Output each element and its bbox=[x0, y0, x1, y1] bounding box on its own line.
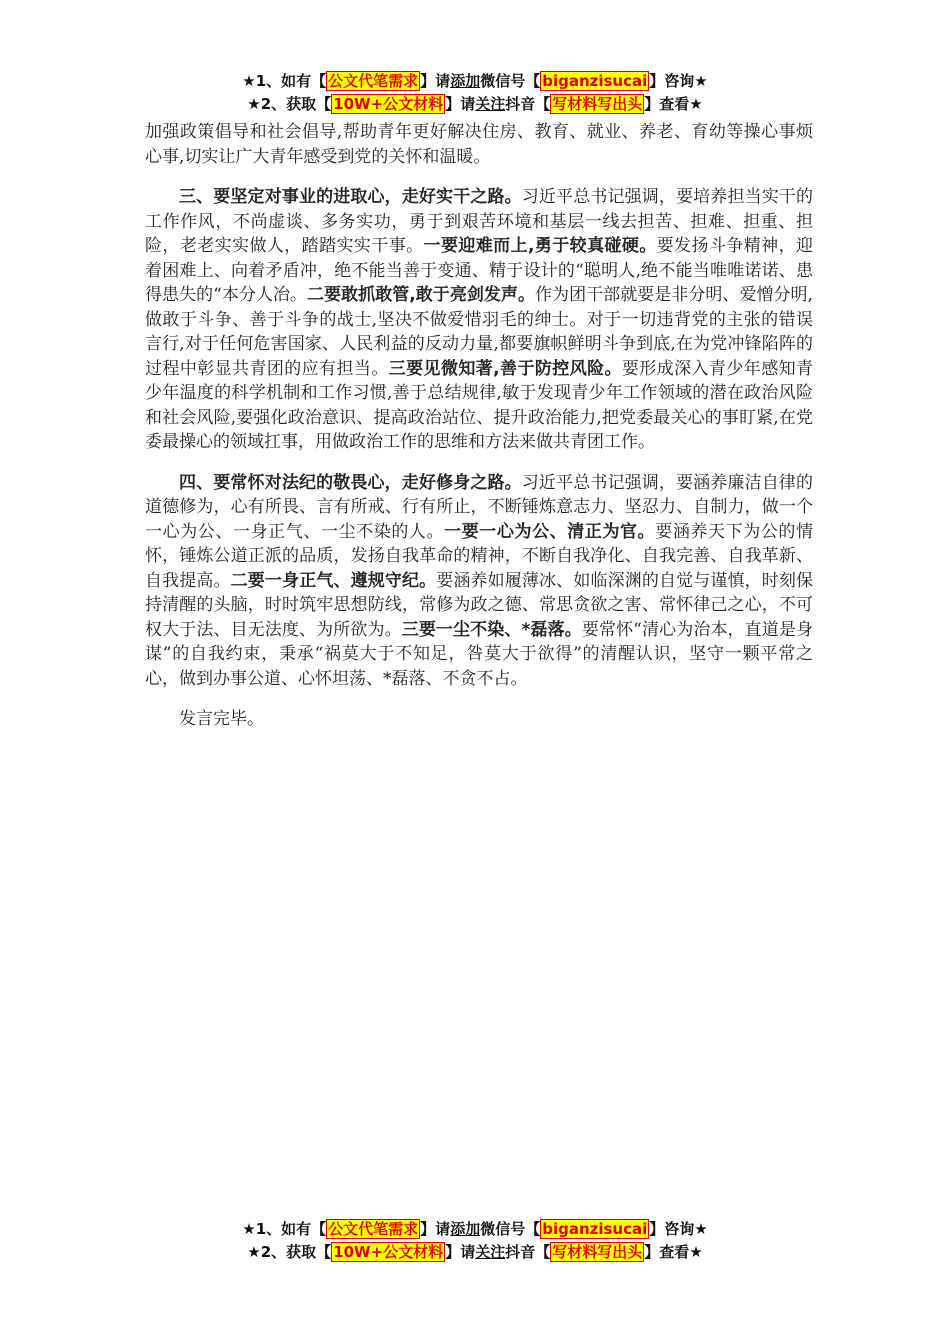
highlight-douyin: 写材料写出头 bbox=[552, 1243, 643, 1261]
banner-text: ★2、获取【 bbox=[247, 95, 332, 113]
banner-line-2 bbox=[0, 93, 950, 116]
banner-text: 微信号【 bbox=[480, 72, 541, 90]
point-heading: 一要迎难而上,勇于较真碰硬。 bbox=[423, 236, 657, 256]
highlight-materials: 10W+公文材料 bbox=[333, 1243, 444, 1261]
banner-text: 微信号【 bbox=[480, 1220, 541, 1238]
point-heading: 二要一身正气、遵规守纪。 bbox=[230, 570, 437, 591]
highlight-wechat-id: biganzisucai bbox=[542, 1220, 648, 1238]
highlight-douyin: 写材料写出头 bbox=[552, 95, 643, 113]
banner-line-1 bbox=[0, 1218, 950, 1241]
underline-add: 添加 bbox=[450, 1220, 481, 1238]
highlight-service: 公文代笔需求 bbox=[328, 72, 419, 90]
banner-text: 】请 bbox=[420, 1220, 451, 1238]
underline-follow: 关注 bbox=[475, 1243, 506, 1261]
highlight-wechat-id: biganzisucai bbox=[542, 72, 648, 90]
underline-add: 添加 bbox=[450, 72, 481, 90]
paragraph-text: 作为团干部就要是非分明、爱憎分明,做敢于斗争、善于斗争的战士,坚决不做爱惜羽毛的绅士。对于一切违背党的主张的错误言行,对于任何危害国家、人民利益的反动力量,都要旗帜鲜明斗争到底,在为党冲锋陷阵的过程中彰显共青团的应有担当。 bbox=[145, 285, 813, 379]
paragraph-text: 习近平总书记强调，要涵养廉洁自律的道德修为，心有所畏、言有所戒、行有所止，不断锤炼意志力、坚忍力、自制力，做一个一心为公、一身正气、一尘不染的人。 bbox=[145, 472, 814, 542]
paragraph-section-four bbox=[145, 471, 813, 692]
banner-line-1 bbox=[0, 70, 950, 93]
banner-text: 抖音【 bbox=[505, 1243, 551, 1261]
paragraph-section-three bbox=[145, 185, 813, 455]
document-body bbox=[145, 120, 813, 748]
banner-text: ★1、如有【 bbox=[242, 1220, 327, 1238]
highlight-service: 公文代笔需求 bbox=[328, 1220, 419, 1238]
banner-text: 抖音【 bbox=[505, 95, 551, 113]
banner-text: 】查看★ bbox=[644, 1243, 703, 1261]
paragraph-text: 要形成深入青少年感知青少年温度的科学机制和工作习惯,善于总结规律,敏于发现青少年工作领域的潜在政治风险和社会风险,要强化政治意识、提高政治站位、提升政治能力,把党委最关心的事盯紧,在党委最操心的领域扛事，用做政治工作的思维和方法来做共青团工作。 bbox=[145, 358, 814, 452]
banner-text: 】请 bbox=[445, 1243, 476, 1261]
banner-text: 】咨询★ bbox=[649, 72, 708, 90]
closing-line bbox=[145, 707, 813, 732]
point-heading: 三要见微知著,善于防控风险。 bbox=[388, 358, 622, 379]
paragraph-text: 要涵养如履薄冰、如临深渊的自觉与谨慎，时刻保持清醒的头脑，时时筑牢思想防线，常修为政之德、常思贪欲之害、常怀律己之心，不可权大于法、目无法度、为所欲为。 bbox=[145, 570, 814, 640]
footer-banner bbox=[0, 1218, 950, 1264]
banner-text: ★1、如有【 bbox=[242, 72, 327, 90]
paragraph-text: 要常怀“清心为治本，直道是身谋”的自我约束，秉承“祸莫大于不知足，咎莫大于欲得”的清醒认识，坚守一颗平常之心，做到办事公道、心怀坦荡、*磊落、不贪不占。 bbox=[145, 619, 814, 689]
point-heading: 三要一尘不染、*磊落。 bbox=[401, 619, 582, 640]
banner-line-2 bbox=[0, 1241, 950, 1264]
paragraph-text: 加强政策倡导和社会倡导,帮助青年更好解决住房、教育、就业、养老、育幼等操心事烦心事,切实让广大青年感受到党的关怀和温暖。 bbox=[145, 122, 813, 167]
point-heading: 一要一心为公、清正为官。 bbox=[444, 521, 656, 542]
paragraph-text: 要发扬斗争精神，迎着困难上、向着矛盾冲，绝不能当善于变通、精于设计的“聪明人,绝不能当唯唯诺诺、患得患失的“本分人冶。 bbox=[145, 236, 814, 305]
banner-text: 】查看★ bbox=[644, 95, 703, 113]
highlight-materials: 10W+公文材料 bbox=[333, 95, 444, 113]
banner-text: ★2、获取【 bbox=[247, 1243, 332, 1261]
section-heading: 三、要坚定对事业的进取心，走好实干之路。 bbox=[179, 187, 522, 207]
banner-text: 】请 bbox=[420, 72, 451, 90]
banner-text: 】请 bbox=[445, 95, 476, 113]
paragraph-text: 习近平总书记强调，要培养担当实干的工作作风，不尚虚谈、多务实功，勇于到艰苦环境和基层一线去担苦、担难、担重、担险，老老实实做人，踏踏实实干事。 bbox=[145, 187, 814, 256]
point-heading: 二要敢抓敢管,敢于亮剑发声。 bbox=[307, 285, 536, 305]
closing-text: 发言完毕。 bbox=[179, 709, 264, 729]
section-heading: 四、要常怀对法纪的敬畏心，走好修身之路。 bbox=[179, 472, 522, 493]
banner-text: 】咨询★ bbox=[649, 1220, 708, 1238]
paragraph-text: 要涵养天下为公的情怀，锤炼公道正派的品质，发扬自我革命的精神，不断自我净化、自我完善、自我革新、自我提高。 bbox=[145, 521, 814, 591]
underline-follow: 关注 bbox=[475, 95, 506, 113]
header-banner bbox=[0, 70, 950, 116]
paragraph-continuation bbox=[145, 120, 813, 169]
